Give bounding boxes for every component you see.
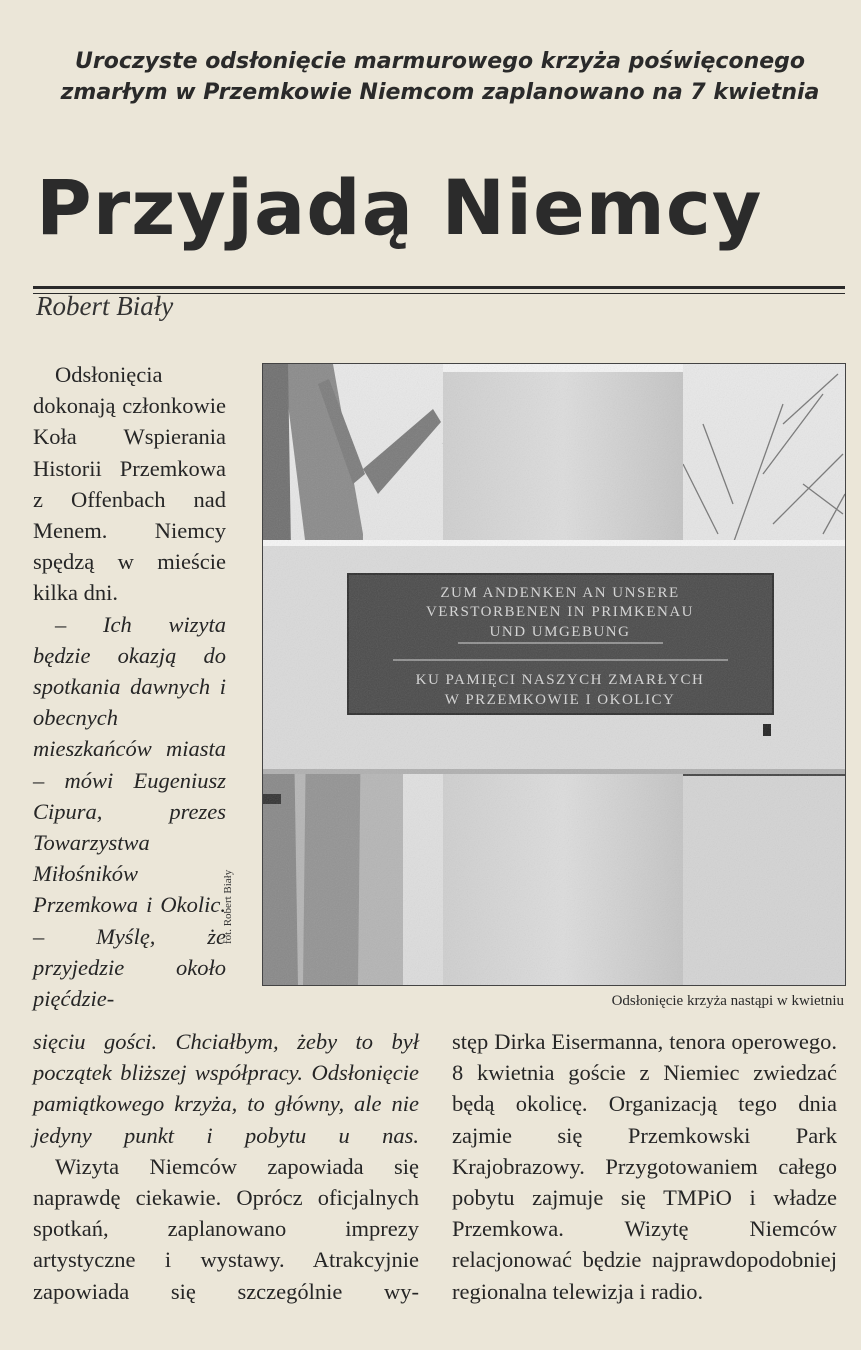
article-column-1-continued [33, 1026, 419, 1307]
article-column-2 [452, 1026, 837, 1307]
paragraph-intro: Odsłonięcia dokonają członkowie Koła Wspierania Historii Przemkowa z Offenbach nad Menem. Niemcy spędzą w mieście kilka dni. [33, 362, 226, 606]
article-headline: Przyjadą Niemcy [36, 163, 763, 252]
author-byline: Robert Biały [36, 291, 174, 321]
article-column-1 [33, 359, 226, 1014]
paragraph-quote-continued: sięciu gości. Chciałbym, żeby to był początek bliższej współpracy. Odsłonięcie pamiątkowego krzyża, to główny, ale nie jedyny punkt i pobytu u nas. [33, 1029, 419, 1148]
cross-photo-image [263, 364, 845, 985]
paragraph-quote: – Ich wizyta będzie okazją do spotkania dawnych i obecnych mieszkańców miasta – mówi Eugeniusz Cipura, prezes Towarzystwa Miłośników Przemkowa i Okolic. – Myślę, że przyjedzie około pięćdzie- [33, 611, 226, 1012]
cross-photo [262, 363, 846, 986]
photo-caption: Odsłonięcie krzyża nastąpi w kwietniu [611, 993, 844, 1009]
paragraph-visit: Wizyta Niemców zapowiada się naprawdę ciekawie. Oprócz oficjalnych spotkań, zaplanowano imprezy artystyczne i wystawy. Atrakcyjnie zapowiada się szczególnie wy- [33, 1153, 419, 1304]
photo-credit: fot. Robert Biały [222, 869, 234, 944]
article-kicker: Uroczyste odsłonięcie marmurowego krzyża poświęconego zmarłym w Przemkowie Niemcom zaplanowano na 7 kwietnia [60, 49, 820, 105]
paragraph-program: stęp Dirka Eisermanna, tenora operowego. 8 kwietnia goście z Niemiec zwiedzać będą okolicę. Organizacją tego dnia zajmie się Przemkowski Park Krajobrazowy. Przygotowaniem całego pobytu zajmuje się TMPiO i władze Przemkowa. Wizytę Niemców relacjonować będzie najprawdopodobniej regionalna telewizja i radio. [452, 1029, 837, 1304]
